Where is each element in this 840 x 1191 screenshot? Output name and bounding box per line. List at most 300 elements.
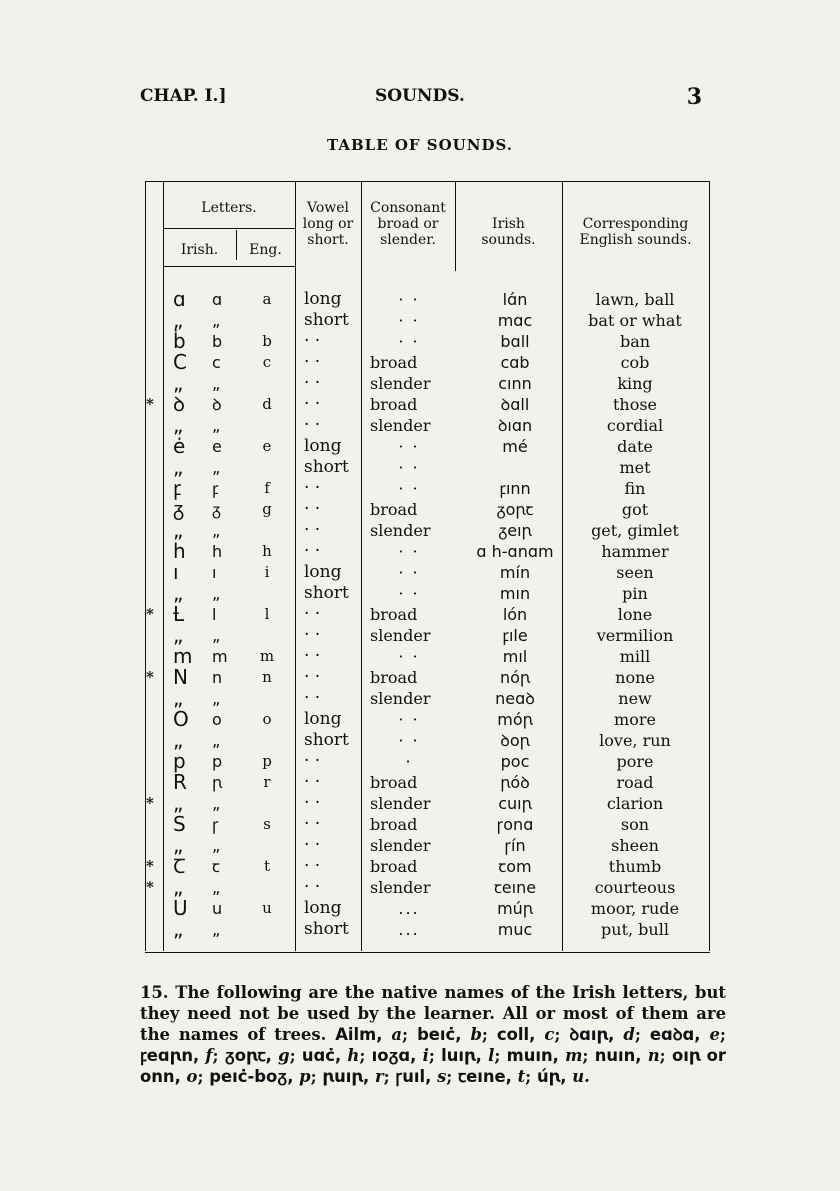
irish-small: b xyxy=(212,332,223,351)
irish-sound: cɑb xyxy=(500,353,530,372)
paragraph-number: 15. xyxy=(140,983,169,1002)
irish-capital: Ꞇ xyxy=(173,854,186,878)
irish-small: „ xyxy=(212,311,221,330)
consonant-quality: slender xyxy=(370,878,431,897)
irish-capital: m xyxy=(173,644,193,668)
consonant-quality: · · xyxy=(398,332,420,351)
table-row xyxy=(0,520,840,541)
table-row xyxy=(0,310,840,331)
english-letter: u xyxy=(262,899,272,917)
irish-capital: „ xyxy=(173,728,184,752)
consonant-quality: · · xyxy=(398,647,420,666)
vowel-length: · · xyxy=(304,520,321,540)
irish-letter-name: muın, xyxy=(506,1046,559,1065)
irish-letter-name: nuın, xyxy=(594,1046,642,1065)
vowel-length: short xyxy=(304,730,349,750)
vowel-length: · · xyxy=(304,877,321,897)
letter-name-entry: nuın, n; xyxy=(594,1046,666,1065)
vowel-length: · · xyxy=(304,499,321,519)
latin-letter: d xyxy=(623,1025,635,1044)
english-letter: g xyxy=(262,500,272,518)
irish-capital: N xyxy=(173,665,188,689)
table-row xyxy=(0,814,840,835)
english-letter: e xyxy=(262,437,272,455)
table-row xyxy=(0,289,840,310)
vowel-length: · · xyxy=(304,793,321,813)
table-row xyxy=(0,478,840,499)
irish-capital: R xyxy=(173,770,187,794)
english-letter: d xyxy=(262,395,272,413)
irish-letter-name: ꝺɑıꞃ, xyxy=(569,1025,615,1044)
irish-small: h xyxy=(212,542,223,561)
english-letter: h xyxy=(262,542,272,560)
vowel-length: · · xyxy=(304,604,321,624)
latin-letter: m xyxy=(565,1046,583,1065)
irish-sound: nóꞃ xyxy=(499,668,531,687)
letter-name-entry: luıꞃ, l; xyxy=(441,1046,501,1065)
row-star: * xyxy=(146,668,154,686)
irish-small: ı xyxy=(212,563,217,582)
vowel-length: · · xyxy=(304,646,321,666)
row-star: * xyxy=(146,605,154,623)
irish-small: ᵹ xyxy=(212,500,221,519)
consonant-quality: slender xyxy=(370,416,431,435)
irish-sound: lɑ́n xyxy=(502,290,528,309)
table-row xyxy=(0,415,840,436)
english-letter: p xyxy=(262,752,272,770)
table-row xyxy=(0,331,840,352)
english-letter: a xyxy=(262,290,272,308)
header-consonant-line: Consonant xyxy=(370,200,446,216)
english-sound: lone xyxy=(617,605,653,624)
english-letter: m xyxy=(259,647,275,665)
irish-small: n xyxy=(212,668,223,687)
english-letter: r xyxy=(263,773,271,791)
irish-small: „ xyxy=(212,731,221,750)
table-row xyxy=(0,604,840,625)
table-row xyxy=(0,373,840,394)
consonant-quality: · · xyxy=(398,458,420,477)
english-sound: sheen xyxy=(611,836,659,855)
consonant-quality: slender xyxy=(370,689,431,708)
header-english-sounds-line: English sounds. xyxy=(579,232,692,248)
table-row xyxy=(0,457,840,478)
irish-capital: „ xyxy=(173,308,184,332)
irish-sound: ɑ h-ɑnɑm xyxy=(476,542,554,561)
irish-sound: poc xyxy=(500,752,530,771)
vowel-length: · · xyxy=(304,772,321,792)
irish-letter-name: ꝼeɑꞃn, xyxy=(140,1046,200,1065)
header-vowel-line: short. xyxy=(307,232,349,248)
irish-capital: „ xyxy=(173,371,184,395)
english-sound: thumb xyxy=(608,857,662,876)
consonant-quality: broad xyxy=(370,857,418,876)
irish-sound: mín xyxy=(499,563,531,582)
table-row xyxy=(0,562,840,583)
english-sound: none xyxy=(615,668,655,687)
paragraph-text: The following are the native names of the Irish letters, but they need not be used by the learner. All or most of them are the names of trees. xyxy=(140,983,726,1044)
vowel-length: long xyxy=(304,709,342,729)
english-sound: met xyxy=(619,458,651,477)
irish-sound: ꞇeıne xyxy=(493,878,537,897)
irish-capital: ꝺ xyxy=(173,392,185,416)
irish-capital: ꝼ xyxy=(173,476,182,500)
latin-letter: n xyxy=(647,1046,660,1065)
consonant-quality: slender xyxy=(370,794,431,813)
irish-small: ꞇ xyxy=(212,857,220,876)
irish-small: „ xyxy=(212,584,221,603)
vowel-length: · · xyxy=(304,814,321,834)
english-sound: those xyxy=(612,395,658,414)
english-sound: vermilion xyxy=(596,626,674,645)
irish-small: u xyxy=(212,899,223,918)
irish-sound: cuıꞃ xyxy=(498,794,532,813)
irish-letter-name: ꞇeıne, xyxy=(458,1067,512,1086)
latin-letter: i xyxy=(422,1046,429,1065)
irish-sound: ᵹoꞃꞇ xyxy=(496,500,534,519)
paragraph-15 xyxy=(140,982,726,1087)
english-sound: pore xyxy=(616,752,654,771)
irish-small: ꝼ xyxy=(212,479,219,498)
table-row xyxy=(0,541,840,562)
vowel-length: long xyxy=(304,898,342,918)
irish-small: ɑ xyxy=(212,290,223,309)
irish-capital: „ xyxy=(173,518,184,542)
vowel-length: · · xyxy=(304,751,321,771)
irish-letter-name: ꞅuıl, xyxy=(395,1067,432,1086)
english-sound: clarion xyxy=(606,794,664,813)
irish-capital: „ xyxy=(173,791,184,815)
letter-name-entry: peıċ-boᵹ, p; xyxy=(209,1067,317,1086)
row-star: * xyxy=(146,794,154,812)
irish-small: ꞅ xyxy=(212,815,219,834)
english-sound: bat or what xyxy=(588,311,682,330)
irish-capital: „ xyxy=(173,875,184,899)
english-sound: get, gimlet xyxy=(591,521,679,540)
latin-letter: u. xyxy=(572,1067,590,1086)
irish-sound: cınn xyxy=(498,374,532,393)
english-sound: king xyxy=(617,374,653,393)
english-sound: seen xyxy=(616,563,654,582)
english-letter: i xyxy=(264,563,270,581)
irish-letter-name: beıċ, xyxy=(417,1025,462,1044)
irish-sound: múꞃ xyxy=(497,899,533,918)
english-sound: ban xyxy=(619,332,651,351)
latin-letter: t xyxy=(517,1067,526,1086)
irish-capital: O xyxy=(173,707,189,731)
english-sound: more xyxy=(614,710,656,729)
header-eng: Eng. xyxy=(249,242,282,258)
consonant-quality: slender xyxy=(370,521,431,540)
english-sound: love, run xyxy=(599,731,671,750)
irish-small: „ xyxy=(212,626,221,645)
english-sound: moor, rude xyxy=(590,899,680,918)
vowel-length: · · xyxy=(304,541,321,561)
header-irish-sounds-line: sounds. xyxy=(481,232,536,248)
letter-name-entry: oıꞃ or onn, o; xyxy=(140,1046,727,1086)
irish-letter-name: ᵹoꞃꞇ, xyxy=(224,1046,272,1065)
latin-letter: c xyxy=(544,1025,555,1044)
table-row xyxy=(0,625,840,646)
latin-letter: r xyxy=(374,1067,384,1086)
header-consonant xyxy=(361,200,455,248)
irish-letter-name: peıċ-boᵹ, xyxy=(209,1067,294,1086)
latin-letter: b xyxy=(470,1025,482,1044)
consonant-quality: broad xyxy=(370,773,418,792)
irish-capital: ḃ xyxy=(173,329,186,353)
irish-sound: ᵹeıꞃ xyxy=(498,521,532,540)
header-consonant-line: slender. xyxy=(380,232,436,248)
table-title: TABLE OF SOUNDS. xyxy=(326,136,514,154)
vowel-length: short xyxy=(304,310,349,330)
irish-small: „ xyxy=(212,521,221,540)
irish-small: o xyxy=(212,710,222,729)
table-row xyxy=(0,436,840,457)
irish-letter-name: úꞃ, xyxy=(536,1067,567,1086)
header-consonant-line: broad or xyxy=(377,216,439,232)
consonant-quality: broad xyxy=(370,815,418,834)
irish-small: ꞃ xyxy=(212,773,223,792)
header-english-sounds xyxy=(562,216,709,248)
row-star: * xyxy=(146,857,154,875)
letter-name-entry: ꝼeɑꞃn, f; xyxy=(140,1046,219,1065)
letter-name-entry: muın, m; xyxy=(506,1046,589,1065)
irish-capital: „ xyxy=(173,686,184,710)
irish-capital: „ xyxy=(173,413,184,437)
irish-capital: ı xyxy=(173,560,179,584)
header-bottom-rule xyxy=(163,266,295,267)
latin-letter: e xyxy=(709,1025,720,1044)
irish-sound: ꝺɑll xyxy=(500,395,530,414)
letter-name-entry: Ailm, a; xyxy=(335,1025,409,1044)
english-sound: lawn, ball xyxy=(595,290,675,309)
latin-letter: a xyxy=(391,1025,403,1044)
irish-sound: ꝼınn xyxy=(499,479,531,498)
irish-sound: ꞇom xyxy=(498,857,532,876)
english-letter: o xyxy=(262,710,272,728)
table-row xyxy=(0,751,840,772)
table-row xyxy=(0,499,840,520)
english-sound: mill xyxy=(619,647,651,666)
irish-letter-name: oıꞃ or onn, xyxy=(140,1046,727,1086)
consonant-quality: · · xyxy=(398,437,420,456)
irish-small: „ xyxy=(212,458,221,477)
header-irish-sounds xyxy=(455,216,562,248)
latin-letter: o xyxy=(186,1067,198,1086)
irish-capital: „ xyxy=(173,623,184,647)
english-sound: courteous xyxy=(594,878,676,897)
vowel-length: · · xyxy=(304,667,321,687)
irish-letter-name: coll, xyxy=(496,1025,536,1044)
header-irish: Irish. xyxy=(180,242,219,258)
vowel-length: long xyxy=(304,289,342,309)
table-row xyxy=(0,394,840,415)
english-letter: c xyxy=(262,353,272,371)
irish-sound: mıl xyxy=(502,647,528,666)
irish-letter-name: ıoᵹɑ, xyxy=(371,1046,417,1065)
irish-capital: „ xyxy=(173,581,184,605)
english-sound: date xyxy=(617,437,653,456)
irish-capital: ė xyxy=(173,434,186,458)
english-letter: t xyxy=(263,857,271,875)
english-sound: fin xyxy=(624,479,646,498)
vowel-length: · · xyxy=(304,415,321,435)
irish-letter-name: eɑꝺɑ, xyxy=(649,1025,701,1044)
english-letter: n xyxy=(262,668,272,686)
letter-name-entry: ꞇeıne, t; xyxy=(458,1067,532,1086)
letters-sub-rule xyxy=(163,228,295,229)
vowel-length: · · xyxy=(304,331,321,351)
table-row xyxy=(0,709,840,730)
irish-small: „ xyxy=(212,836,221,855)
irish-capital: „ xyxy=(173,917,184,941)
consonant-quality: slender xyxy=(370,626,431,645)
table-row xyxy=(0,877,840,898)
irish-small: p xyxy=(212,752,223,771)
letter-name-entry: ꞃuıꞃ, r; xyxy=(322,1067,390,1086)
vowel-length: · · xyxy=(304,625,321,645)
latin-letter: s xyxy=(437,1067,447,1086)
irish-small: „ xyxy=(212,794,221,813)
chapter-label: CHAP. I.] xyxy=(140,86,227,106)
consonant-quality: broad xyxy=(370,668,418,687)
header-vowel-line: long or xyxy=(302,216,354,232)
consonant-quality: · · xyxy=(398,584,420,603)
consonant-quality: · · xyxy=(398,542,420,561)
irish-capital: ᵹ xyxy=(173,497,185,521)
table-row xyxy=(0,730,840,751)
vowel-length: short xyxy=(304,919,349,939)
table-row xyxy=(0,352,840,373)
irish-letter-name: Ailm, xyxy=(335,1025,383,1044)
english-sound: son xyxy=(620,815,650,834)
table-row xyxy=(0,646,840,667)
letter-name-entry: ꝺɑıꞃ, d; xyxy=(569,1025,641,1044)
header-english-sounds-line: Corresponding xyxy=(582,216,689,232)
table-row xyxy=(0,583,840,604)
table-row xyxy=(0,919,840,940)
irish-sound: ꝼıle xyxy=(502,626,528,645)
table-row xyxy=(0,772,840,793)
consonant-quality: slender xyxy=(370,836,431,855)
irish-capital: ɑ xyxy=(173,287,186,311)
consonant-quality: · · xyxy=(398,731,420,750)
irish-small: „ xyxy=(212,689,221,708)
consonant-quality: ... xyxy=(398,920,420,939)
latin-letter: g xyxy=(278,1046,290,1065)
irish-sound: mɑc xyxy=(497,311,533,330)
consonant-quality: broad xyxy=(370,353,418,372)
header-vowel-line: Vowel xyxy=(307,200,349,216)
english-sound: road xyxy=(616,773,654,792)
table-top-rule xyxy=(145,181,710,182)
table-row xyxy=(0,898,840,919)
vowel-length: · · xyxy=(304,478,321,498)
table-row xyxy=(0,835,840,856)
letter-name-entry: uɑċ, h; xyxy=(301,1046,366,1065)
table-row xyxy=(0,793,840,814)
letter-name-entry: beıċ, b; xyxy=(417,1025,488,1044)
english-sound: got xyxy=(621,500,649,519)
irish-sound: mın xyxy=(499,584,531,603)
english-sound: new xyxy=(618,689,652,708)
letter-name-entry: coll, c; xyxy=(496,1025,561,1044)
irish-sound: ꝺıɑn xyxy=(497,416,533,435)
irish-capital: S xyxy=(173,812,186,836)
english-sound: hammer xyxy=(601,542,669,561)
letter-name-entry: ıoᵹɑ, i; xyxy=(371,1046,435,1065)
row-star: * xyxy=(146,878,154,896)
running-title: SOUNDS. xyxy=(375,86,465,106)
letter-name-entry: eɑꝺɑ, e; xyxy=(649,1025,726,1044)
irish-sound: neɑꝺ xyxy=(495,689,535,708)
letter-name-entry: ꞅuıl, s; xyxy=(395,1067,453,1086)
irish-letter-name: uɑċ, xyxy=(301,1046,342,1065)
latin-letter: h xyxy=(347,1046,360,1065)
irish-capital: C xyxy=(173,350,187,374)
vowel-length: · · xyxy=(304,373,321,393)
consonant-quality: · · xyxy=(398,710,420,729)
irish-capital: p xyxy=(173,749,186,773)
latin-letter: f xyxy=(205,1046,213,1065)
page-number: 3 xyxy=(686,84,702,110)
english-sound: pin xyxy=(622,584,648,603)
header-vowel xyxy=(295,200,361,248)
vowel-length: short xyxy=(304,457,349,477)
consonant-quality: · · xyxy=(398,563,420,582)
consonant-quality: slender xyxy=(370,374,431,393)
vowel-length: short xyxy=(304,583,349,603)
latin-letter: l xyxy=(488,1046,495,1065)
consonant-quality: ... xyxy=(398,899,420,918)
irish-small: c xyxy=(212,353,221,372)
english-sound: cordial xyxy=(606,416,664,435)
irish-small: m xyxy=(212,647,228,666)
table-row xyxy=(0,688,840,709)
irish-small: „ xyxy=(212,920,221,939)
irish-small: l xyxy=(212,605,217,624)
irish-sound: ꞃóꝺ xyxy=(500,773,530,792)
irish-small: e xyxy=(212,437,222,456)
consonant-quality: broad xyxy=(370,500,418,519)
header-irish-sounds-line: Irish xyxy=(492,216,525,232)
consonant-quality: · · xyxy=(398,479,420,498)
irish-small: „ xyxy=(212,416,221,435)
table-bottom-rule xyxy=(145,952,710,953)
irish-sound: mé xyxy=(502,437,528,456)
irish-letter-name: ꞃuıꞃ, xyxy=(322,1067,370,1086)
irish-sound: ꞅín xyxy=(504,836,526,855)
irish-sound: ꞅonɑ xyxy=(496,815,534,834)
latin-letter: p xyxy=(299,1067,311,1086)
vowel-length: · · xyxy=(304,688,321,708)
irish-sound: muc xyxy=(497,920,533,939)
consonant-quality: broad xyxy=(370,395,418,414)
irish-sound: bɑll xyxy=(500,332,530,351)
table-row xyxy=(0,856,840,877)
english-letter: s xyxy=(263,815,271,833)
letter-name-entry: ᵹoꞃꞇ, g; xyxy=(224,1046,296,1065)
irish-capital: „ xyxy=(173,455,184,479)
irish-small: „ xyxy=(212,878,221,897)
irish-capital: U xyxy=(173,896,188,920)
consonant-quality: · · xyxy=(398,290,420,309)
letter-name-entry xyxy=(531,1067,590,1086)
irish-letter-name: luıꞃ, xyxy=(441,1046,482,1065)
vowel-length: long xyxy=(304,562,342,582)
english-sound: cob xyxy=(620,353,650,372)
irish-sound: lón xyxy=(502,605,528,624)
